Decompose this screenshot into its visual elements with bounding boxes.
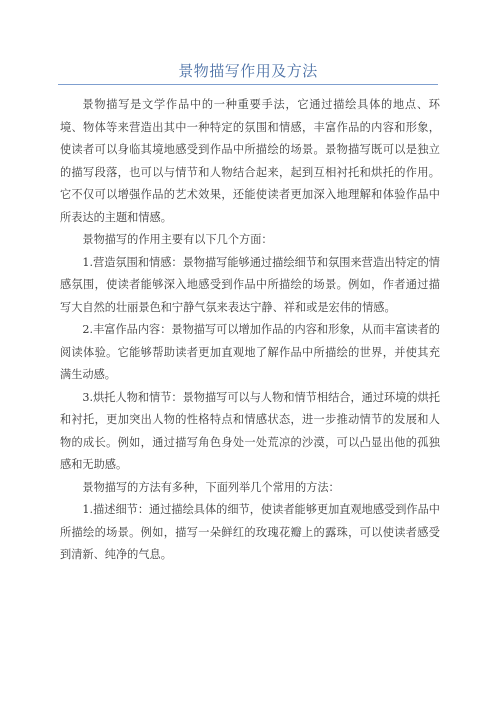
paragraph-intro: 景物描写是文学作品中的一种重要手法，它通过描绘具体的地点、环境、物体等来营造出其中一种特定的氛围和情感，丰富作品的内容和形象，使读者可以身临其境地感受到作品中所描绘的场景。景物描写既可以是独立的描写段落，也可以与情节和人物结合起来，起到互相衬托和烘托的作用。它不仅可以增强作品的艺术效果，还能使读者更加深入地理解和体验作品中所表达的主题和情感。	[60, 98, 440, 224]
document-body	[60, 94, 440, 567]
paragraph-function-1: 1.营造氛围和情感：景物描写能够通过描绘细节和氛围来营造出特定的情感氛围，使读者能够深入地感受到作品中所描绘的场景。例如，作者通过描写大自然的壮丽景色和宁静气氛来表达宁静、祥和或是宏伟的情感。	[60, 255, 440, 314]
document-title: 景物描写作用及方法	[178, 62, 318, 80]
title-divider	[58, 84, 438, 85]
paragraph-methods-heading: 景物描写的方法有多种，下面列举几个常用的方法：	[82, 480, 340, 494]
paragraph-method-1: 1.描述细节：通过描绘具体的细节，使读者能够更加直观地感受到作品中所描绘的场景。例如，描写一朵鲜红的玫瑰花瓣上的露珠，可以使读者感受到清新、纯净的气息。	[60, 503, 440, 561]
paragraph-functions-heading: 景物描写的作用主要有以下几个方面：	[82, 233, 273, 246]
paragraph-function-3: 3.烘托人物和情节：景物描写可以与人物和情节相结合，通过环境的烘托和衬托，更加突出人物的性格特点和情感状态，进一步推动情节的发展和人物的成长。例如，通过描写角色身处一处荒凉的沙漠，可以凸显出他的孤独感和无助感。	[60, 390, 440, 471]
paragraph-function-2: 2.丰富作品内容：景物描写可以增加作品的内容和形象，从而丰富读者的阅读体验。它能够帮助读者更加直观地了解作品中所描绘的世界，并使其充满生动感。	[60, 323, 440, 381]
